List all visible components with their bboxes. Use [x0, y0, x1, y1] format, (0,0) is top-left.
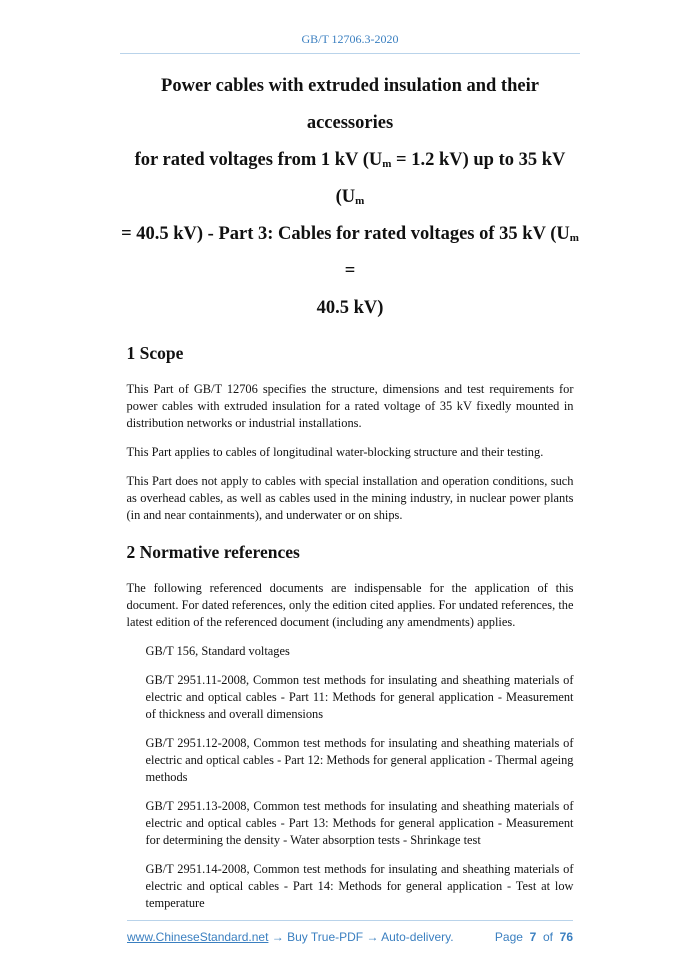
running-header: GB/T 12706.3-2020: [301, 32, 399, 46]
paragraph: This Part applies to cables of longitudinal water-blocking structure and their testing.: [126, 445, 544, 459]
footer-text: → Buy True-PDF → Auto-delivery.: [268, 930, 454, 944]
website-link[interactable]: www.ChineseStandard.net: [127, 930, 269, 944]
title-line: for rated voltages from 1 kV ($U_m = 1.2$ kV) up to 35 kV ($U_m$: [134, 150, 566, 207]
title-line: Power cables with extruded insulation and their accessories: [161, 76, 539, 133]
title-line: 40.5 kV): [316, 298, 384, 318]
reference-item: GB/T 2951.13-2008, Common test methods for insulating and sheathing materials of electric and optical cables - Part 13: Methods for general application - Measurement for determining the density - Water absorption tests - Shrinkage test: [145, 799, 574, 847]
paragraph: The following referenced documents are indispensable for the application of this document. For dated references, only the edition cited applies. For undated references, the latest edition of the referenced document (including any amendments) applies.: [126, 581, 574, 629]
footer-left: [127, 929, 454, 945]
paragraph: This Part of GB/T 12706 specifies the structure, dimensions and test requirements for power cables with extruded insulation for a rated voltage of 35 kV fixedly mounted in distribution networks or industrial installations.: [126, 382, 574, 430]
reference-item: GB/T 2951.14-2008, Common test methods for insulating and sheathing materials of electric and optical cables - Part 14: Methods for general application - Test at low temperature: [145, 862, 574, 910]
reference-item: GB/T 156, Standard voltages: [145, 644, 290, 658]
section-heading: 1 Scope: [126, 343, 184, 363]
footer: [127, 929, 573, 945]
reference-item: GB/T 2951.11-2008, Common test methods for insulating and sheathing materials of electric and optical cables - Part 11: Methods for general application - Measurement of thickness and overall dimensions: [145, 673, 574, 721]
document-title: [120, 68, 580, 327]
header-divider: [120, 53, 580, 54]
footer-divider: [127, 920, 573, 921]
reference-item: GB/T 2951.12-2008, Common test methods for insulating and sheathing materials of electric and optical cables - Part 12: Methods for general application - Thermal ageing methods: [145, 736, 574, 784]
title-line: = 40.5 kV) - Part 3: Cables for rated voltages of 35 kV ($U_m$ =: [121, 224, 579, 281]
paragraph: This Part does not apply to cables with special installation and operation conditions, such as overhead cables, as well as cables used in the mining industry, in nuclear power plants (in and near containments), and underwater or on ships.: [126, 474, 574, 522]
page-indicator: Page 7 of 76: [494, 930, 573, 944]
document-body: [127, 341, 574, 912]
section-heading: 2 Normative references: [126, 542, 300, 562]
